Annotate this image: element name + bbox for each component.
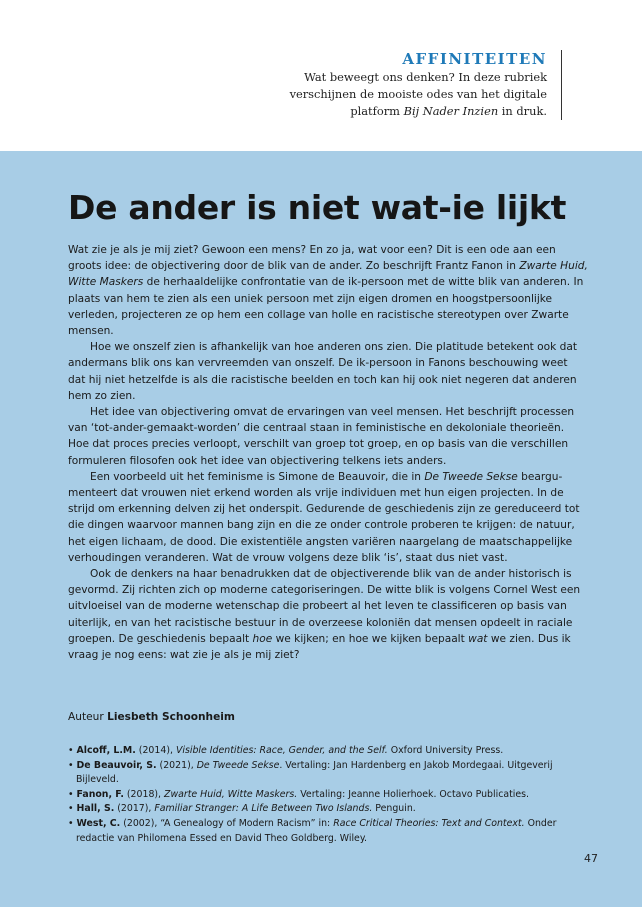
paragraph-text: Een voorbeeld uit het feminisme is Simone de Beauvoir, die in bbox=[90, 470, 425, 483]
bullet-icon: • bbox=[68, 788, 77, 800]
rubric-line-3-pre: platform bbox=[350, 104, 404, 118]
bullet-icon: • bbox=[68, 803, 77, 815]
emphasis-text: De Tweede Sekse bbox=[424, 470, 518, 483]
reference-item bbox=[68, 817, 588, 846]
reference-list bbox=[68, 744, 588, 846]
reference-author: West, C. bbox=[76, 817, 121, 829]
paragraph-text: we zien. Dus ik vraag je nog eens: wat zie je als je mij ziet? bbox=[68, 632, 571, 662]
reference-item bbox=[68, 802, 588, 817]
author-label: Auteur bbox=[68, 711, 104, 723]
reference-item bbox=[68, 788, 588, 803]
reference-year: (2021), bbox=[156, 759, 197, 771]
page-number: 47 bbox=[584, 852, 598, 865]
platform-name: Bij Nader Inzien bbox=[403, 104, 499, 118]
reference-author: De Beauvoir, S. bbox=[76, 759, 157, 771]
paragraph-text: Het idee van objectivering omvat de ervaringen van veel mensen. Het beschrijft processen van ‘tot-ander-gemaakt-worden’ die centraal staan in feministische en dekoloniale theorieën. Hoe dat proces precies verloopt, verschilt van groep tot groep, en op basis van die verschillen formuleren filosofen ook het idee van objectivering telkens iets anders. bbox=[68, 406, 575, 467]
emphasis-text: Zwarte Huid, Witte Maskers bbox=[68, 260, 588, 289]
reference-year: (2017), bbox=[114, 803, 155, 815]
bullet-icon: • bbox=[68, 745, 77, 756]
reference-year: (2018), bbox=[123, 788, 165, 800]
reference-title: Familiar Stranger: A Life Between Two Islands. bbox=[154, 803, 373, 815]
rubric-box bbox=[287, 50, 562, 120]
reference-title: Visible Identities: Race, Gender, and the Self. bbox=[175, 745, 388, 756]
reference-publisher: Vertaling: Jeanne Holierhoek. Octavo Publicaties. bbox=[297, 788, 530, 800]
rubric-title: AFFINITEITEN bbox=[402, 50, 547, 68]
paragraph-text: de herhaaldelijke confrontatie van de ik-persoon met de witte blik van anderen. In plaats van hem te zien als een uniek persoon met zijn eigen dromen en hoogstpersoonlijke verleden, projecteren ze op hem een collage van holle en racistische stereotypen over Zwarte mensen. bbox=[68, 276, 584, 338]
reference-publisher: . Vertaling: Jan Hardenberg en Jakob Mordegaai. Uitgeverij Bijleveld. bbox=[76, 759, 553, 786]
bullet-icon: • bbox=[68, 817, 77, 829]
paragraph-text: Ook de denkers na haar benadrukken dat de objectiverende blik van de ander historisch is gevormd. Zij richten zich op moderne categoriseringen. De witte blik is volgens Cornel West een uitvloeisel van de moderne wetenschap die probeert al het leven te classificeren op basis van uiterlijk, en van het racistische bestuur in de overzeese koloniën dat mensen opdeelt in raciale groepen. De geschiedenis bepaalt bbox=[68, 568, 581, 645]
paragraph-text: Hoe we onszelf zien is afhankelijk van hoe anderen ons zien. Die platitude betekent ook dat andermans blik ons kan vervreemden van onszelf. De ik-persoon in Fanons beschouwing weet dat hij niet hetzelfde is als die racistische beelden en toch kan hij ook niet negeren dat anderen hem zo zien. bbox=[68, 341, 578, 402]
reference-year: (2002), “A Genealogy of Modern Racism” in: bbox=[120, 817, 334, 829]
article-title: De ander is niet wat-ie lijkt bbox=[68, 188, 567, 227]
body-paragraph bbox=[68, 566, 588, 663]
paragraph-text: we kijken; en hoe we kijken bepaalt bbox=[272, 632, 469, 645]
author-line bbox=[68, 711, 235, 723]
reference-author: Fanon, F. bbox=[76, 788, 124, 800]
rubric-line-1: Wat beweegt ons denken? In deze rubriek bbox=[304, 70, 547, 84]
reference-author: Alcoff, L.M. bbox=[76, 745, 136, 756]
reference-author: Hall, S. bbox=[76, 803, 115, 815]
reference-title: Race Critical Theories: Text and Context. bbox=[333, 817, 525, 829]
reference-title: Zwarte Huid, Witte Maskers. bbox=[164, 788, 298, 800]
reference-publisher: Oxford University Press. bbox=[387, 745, 504, 756]
reference-publisher: Penguin. bbox=[372, 803, 416, 815]
body-paragraph bbox=[68, 242, 588, 339]
emphasis-text: wat bbox=[468, 632, 488, 645]
reference-publisher: Onder redactie van Philomena Essed en David Theo Goldberg. Wiley. bbox=[76, 817, 557, 844]
reference-item bbox=[68, 759, 588, 788]
body-paragraph bbox=[68, 339, 588, 404]
body-paragraph bbox=[68, 404, 588, 469]
reference-title: De Tweede Sekse bbox=[196, 759, 280, 771]
reference-year: (2014), bbox=[135, 745, 176, 756]
paragraph-text: Wat zie je als je mij ziet? Gewoon een mens? En zo ja, wat voor een? Dit is een ode aan een groots idee: de objectivering door de blik van de ander. Zo beschrijft Frantz Fanon in bbox=[68, 244, 556, 273]
article-body bbox=[68, 242, 588, 663]
author-name: Liesbeth Schoonheim bbox=[107, 711, 235, 723]
emphasis-text: hoe bbox=[252, 632, 273, 645]
paragraph-text: beargumenteert dat vrouwen niet erkend worden als vrije individuen met hun eigen projecten. In de strijd om erkenning delven zij het onderspit. Gedurende de geschiedenis zijn ze gereduceerd tot die dingen waarvoor mannen bang zijn en die ze onder controle proberen te krijgen: de natuur, het eigen lichaam, de dood. Die existentiële angsten variëren naargelang de maatschappelijke verhoudingen veranderen. Wat de vrouw volgens deze blik ‘is’, staat dus niet vast. bbox=[68, 470, 580, 564]
rubric-description bbox=[287, 69, 547, 120]
rubric-line-3-post: in druk. bbox=[498, 104, 547, 118]
reference-item bbox=[68, 744, 588, 759]
bullet-icon: • bbox=[68, 759, 77, 771]
rubric-line-2: verschijnen de mooiste odes van het digitale bbox=[289, 87, 547, 101]
body-paragraph bbox=[68, 469, 588, 566]
